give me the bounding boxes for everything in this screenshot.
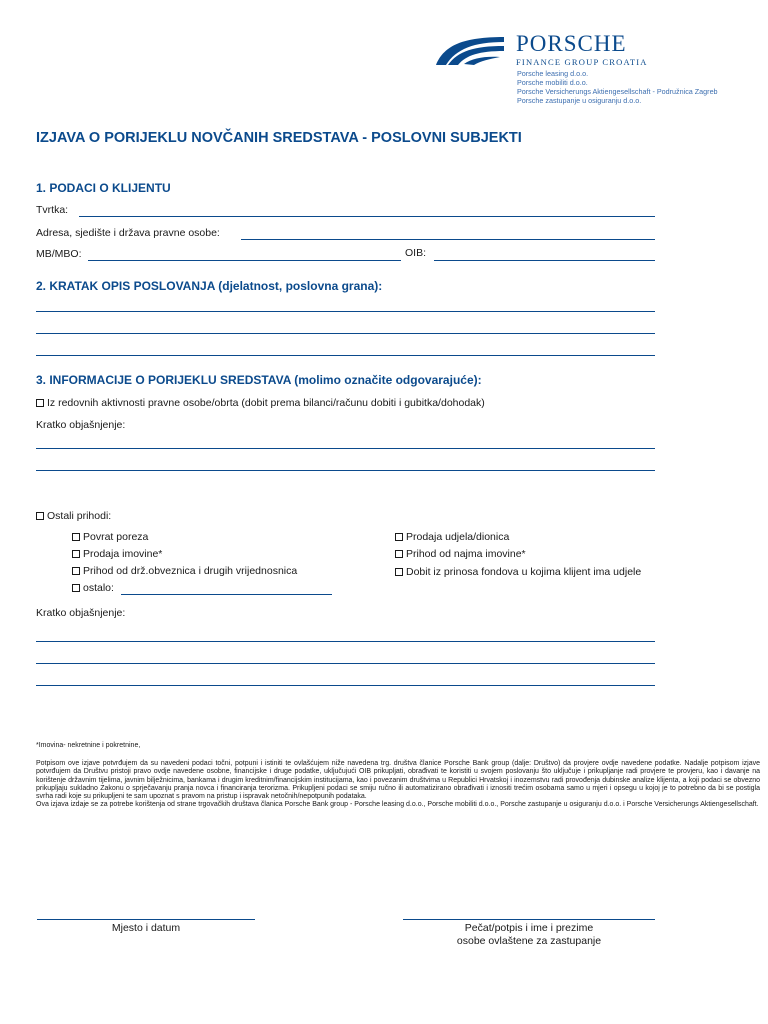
place-date-label: Mjesto i datum: [111, 922, 181, 934]
checkbox[interactable]: [72, 550, 80, 558]
opis-line[interactable]: [36, 355, 655, 356]
option-label: Dobit iz prinosa fondova u kojima klijent ima udjele: [406, 566, 642, 578]
tvrtka-label: Tvrtka:: [36, 204, 69, 216]
legal-text: [36, 760, 760, 810]
checkbox[interactable]: [72, 584, 80, 592]
company-list: [517, 69, 718, 105]
option-label: Prodaja udjela/dionica: [406, 531, 510, 543]
option-prodaja-imovine[interactable]: [72, 548, 162, 560]
mb-field[interactable]: [88, 260, 401, 261]
option-povrat-poreza[interactable]: [72, 531, 148, 543]
signature-label: [403, 922, 655, 948]
mb-label: MB/MBO:: [36, 248, 82, 260]
checkbox[interactable]: [36, 399, 44, 407]
objasnjenje-line[interactable]: [36, 685, 655, 686]
option-dobit-fondova[interactable]: [395, 566, 641, 578]
tvrtka-field[interactable]: [79, 216, 655, 217]
signature-label-line: Pečat/potpis i ime i prezime: [464, 922, 594, 934]
option-label: Prihod od drž.obveznica i drugih vrijednosnica: [83, 565, 298, 577]
brand-name: PORSCHE: [516, 31, 627, 56]
adresa-field[interactable]: [241, 239, 655, 240]
option-prodaja-udjela[interactable]: [395, 531, 509, 543]
checkbox[interactable]: [395, 533, 403, 541]
legal-paragraph: Potpisom ove izjave potvrđujem da su navedeni podaci točni, potpuni i istiniti te ovlašćujem niže navedena trg. društva članice Porsche Bank group (dalje: Društvo) da provjere ovdje navedene podatke. Nadalje potpisom izjave potvrđujem da Društvu pristoji pravo ovdje navedene osobne, financijske i druge podatke, uključujući OIB prikupljati, obrađivati te koristiti u svojem poslovanju što uključuje i prikupljanje radi provjere te provjeru, kao i davanje na korištenje državnim tijelima, javnim bilježnicima, bankama i drugim kreditnim/financijskim institucijama, kao i povezanim društvima u Republici Hrvatskoj i inozemstvu radi provođenja dubinske analize klijenta, a koji podaci se obvezno prikupljaju sukladno Zakonu o sprječavanju pranja novca i financiranja terorizma. Prikupljeni podaci se smiju ručno ili automatizirano obrađivati i iznositi trećim osobama samo u mjeri i opsegu u kojoj je to potrebno da bi se postigla svrha radi koje su prikupljeni te sam upoznat s pravom na pristup i ispravak netočnih/nepotpunih podataka.: [36, 760, 760, 801]
section-2-heading: 2. KRATAK OPIS POSLOVANJA (djelatnost, poslovna grana):: [36, 279, 383, 293]
company-item: Porsche leasing d.o.o.: [517, 69, 589, 78]
signature-field[interactable]: [403, 919, 655, 920]
checkbox[interactable]: [72, 567, 80, 575]
document-title: IZJAVA O PORIJEKLU NOVČANIH SREDSTAVA - POSLOVNI SUBJEKTI: [36, 130, 522, 146]
place-date-field[interactable]: [37, 919, 255, 920]
adresa-label: Adresa, sjedište i država pravne osobe:: [36, 227, 220, 239]
kratko-objasnjenje-label-2: Kratko objašnjenje:: [36, 607, 126, 619]
option-label: Prodaja imovine*: [83, 548, 163, 560]
option-label: Prihod od najma imovine*: [406, 548, 526, 560]
option-label: ostalo:: [83, 582, 114, 594]
legal-paragraph: Ova izjava izdaje se za potrebe korištenja od strane trgovačkih društava članica Porsche Bank group - Porsche leasing d.o.o., Porsche mobiliti d.o.o., Porsche zastupanje u osiguranju d.o.o. i Porsche Versicherungs Aktiengesellschaft.: [36, 801, 759, 809]
oib-field[interactable]: [434, 260, 655, 261]
brand-subtitle: FINANCE GROUP CROATIA: [516, 57, 648, 67]
company-item: Porsche mobiliti d.o.o.: [517, 78, 588, 87]
objasnjenje-line[interactable]: [36, 470, 655, 471]
oib-label: OIB:: [405, 247, 427, 259]
objasnjenje-line[interactable]: [36, 663, 655, 664]
opis-line[interactable]: [36, 333, 655, 334]
objasnjenje-line[interactable]: [36, 641, 655, 642]
section-1-heading: 1. PODACI O KLIJENTU: [36, 181, 171, 195]
option-label: Povrat poreza: [83, 531, 149, 543]
checkbox[interactable]: [395, 550, 403, 558]
option-ostalo[interactable]: [72, 582, 114, 594]
option-ostali-prihodi[interactable]: [36, 510, 111, 522]
section-3-heading: 3. INFORMACIJE O PORIJEKLU SREDSTAVA (molimo označite odgovarajuće):: [36, 373, 482, 387]
porsche-logo-icon: [434, 33, 506, 67]
footnote: *Imovina- nekretnine i pokretnine,: [36, 742, 141, 749]
checkbox[interactable]: [72, 533, 80, 541]
checkbox[interactable]: [395, 568, 403, 576]
objasnjenje-line[interactable]: [36, 448, 655, 449]
company-item: Porsche Versicherungs Aktiengesellschaft - Podružnica Zagreb: [517, 87, 718, 96]
option-label: Ostali prihodi:: [47, 510, 112, 522]
checkbox[interactable]: [36, 512, 44, 520]
company-item: Porsche zastupanje u osiguranju d.o.o.: [517, 96, 642, 105]
option-label: Iz redovnih aktivnosti pravne osobe/obrta (dobit prema bilanci/računu dobiti i gubitka/dohodak): [47, 397, 485, 409]
opis-line[interactable]: [36, 311, 655, 312]
option-prihod-obveznica[interactable]: [72, 565, 297, 577]
signature-label-line: osobe ovlaštene za zastupanje: [456, 935, 602, 947]
kratko-objasnjenje-label: Kratko objašnjenje:: [36, 419, 126, 431]
ostalo-field[interactable]: [121, 594, 332, 595]
option-redovni[interactable]: [36, 397, 485, 409]
option-prihod-najma[interactable]: [395, 548, 526, 560]
